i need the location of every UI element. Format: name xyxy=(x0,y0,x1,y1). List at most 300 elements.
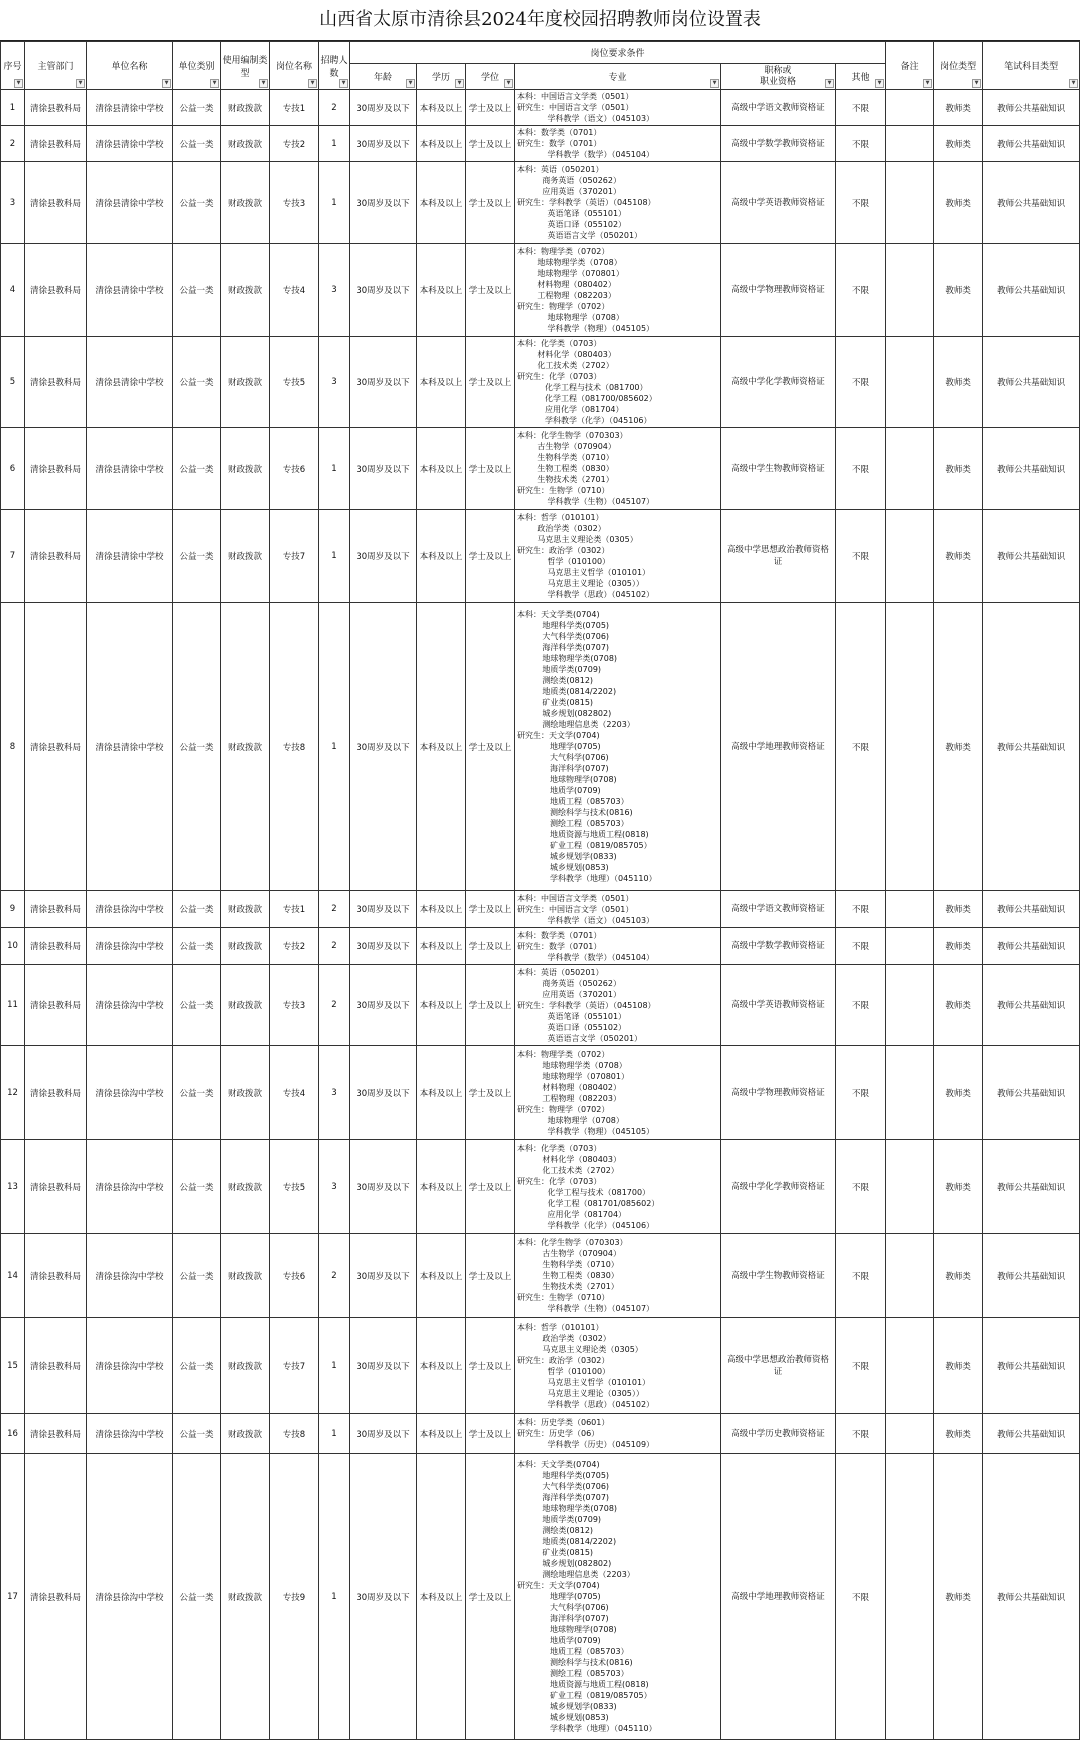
cell-dept: 清徐县教科局 xyxy=(25,1318,87,1414)
cell-post: 专技2 xyxy=(270,928,319,965)
cell-degree: 学士及以上 xyxy=(466,928,515,965)
cell-major: 本科：数学类（0701） 研究生：数学（0701） 学科教学（数学）（045104） xyxy=(515,126,721,162)
cell-count: 3 xyxy=(319,244,350,337)
table-row xyxy=(1,510,1080,603)
cell-fund-type: 财政拨款 xyxy=(221,1046,270,1140)
cell-other: 不限 xyxy=(836,428,886,510)
cell-post-type: 教师类 xyxy=(934,90,983,126)
cell-cert: 高级中学物理教师资格证 xyxy=(721,244,836,337)
cell-exam: 教师公共基础知识 xyxy=(983,603,1080,891)
cell-post: 专技3 xyxy=(270,965,319,1046)
cell-dept: 清徐县教科局 xyxy=(25,126,87,162)
cell-degree: 学士及以上 xyxy=(466,428,515,510)
cell-seq: 1 xyxy=(1,90,25,126)
cell-other: 不限 xyxy=(836,510,886,603)
header-fund-type[interactable]: 使用编制类型 ▼ xyxy=(221,42,270,90)
cell-exam: 教师公共基础知识 xyxy=(983,1046,1080,1140)
cell-major: 本科：哲学（010101） 政治学类（0302） 马克思主义理论类（0305） 研究生：政治学（0302） 哲学（010100） 马克思主义哲学（010101） 马克思主义理论（0305）） 学科教学（思政）（045102） xyxy=(515,1318,721,1414)
cell-unit-type: 公益一类 xyxy=(173,965,221,1046)
cell-remark xyxy=(886,90,934,126)
cell-unit-type: 公益一类 xyxy=(173,1414,221,1454)
cell-unit-type: 公益一类 xyxy=(173,126,221,162)
cell-other: 不限 xyxy=(836,162,886,244)
cell-seq: 5 xyxy=(1,337,25,428)
cell-exam: 教师公共基础知识 xyxy=(983,337,1080,428)
cell-remark xyxy=(886,928,934,965)
cell-cert: 高级中学历史教师资格证 xyxy=(721,1414,836,1454)
header-degree[interactable]: 学位 ▼ xyxy=(466,64,515,90)
cell-age: 30周岁及以下 xyxy=(350,162,417,244)
filter-dropdown-icon[interactable]: ▼ xyxy=(14,79,23,88)
cell-post: 专技1 xyxy=(270,891,319,928)
cell-major: 本科：数学类（0701） 研究生：数学（0701） 学科教学（数学）（045104） xyxy=(515,928,721,965)
cell-count: 2 xyxy=(319,891,350,928)
cell-degree: 学士及以上 xyxy=(466,1318,515,1414)
table-row xyxy=(1,1318,1080,1414)
cell-seq: 3 xyxy=(1,162,25,244)
cell-exam: 教师公共基础知识 xyxy=(983,1318,1080,1414)
header-unit[interactable]: 单位名称 ▼ xyxy=(87,42,173,90)
cell-count: 3 xyxy=(319,337,350,428)
cell-post-type: 教师类 xyxy=(934,1140,983,1234)
cell-post: 专技7 xyxy=(270,1318,319,1414)
table-row xyxy=(1,428,1080,510)
cell-fund-type: 财政拨款 xyxy=(221,510,270,603)
cell-dept: 清徐县教科局 xyxy=(25,1414,87,1454)
cell-post-type: 教师类 xyxy=(934,510,983,603)
cell-unit: 清徐县徐沟中学校 xyxy=(87,1046,173,1140)
cell-dept: 清徐县教科局 xyxy=(25,891,87,928)
cell-unit-type: 公益一类 xyxy=(173,510,221,603)
cell-unit-type: 公益一类 xyxy=(173,1454,221,1740)
cell-exam: 教师公共基础知识 xyxy=(983,1414,1080,1454)
cell-post-type: 教师类 xyxy=(934,965,983,1046)
cell-degree: 学士及以上 xyxy=(466,1454,515,1740)
cell-exam: 教师公共基础知识 xyxy=(983,1454,1080,1740)
cell-post: 专技2 xyxy=(270,126,319,162)
cell-degree: 学士及以上 xyxy=(466,965,515,1046)
filter-dropdown-icon[interactable]: ▼ xyxy=(825,79,834,88)
cell-post-type: 教师类 xyxy=(934,126,983,162)
cell-other: 不限 xyxy=(836,965,886,1046)
cell-major: 本科：英语（050201） 商务英语（050262） 应用英语（370201） 研究生：学科教学（英语）（045108） 英语笔译（055101） 英语口译（055102） 英语语言文学（050201） xyxy=(515,965,721,1046)
cell-other: 不限 xyxy=(836,1318,886,1414)
positions-table xyxy=(0,41,1080,1740)
header-post[interactable]: 岗位名称 ▼ xyxy=(270,42,319,90)
cell-age: 30周岁及以下 xyxy=(350,510,417,603)
cell-major: 本科：化学生物学（070303） 古生物学（070904） 生物科学类（0710） 生物工程类（0830） 生物技术类（2701） 研究生：生物学（0710） 学科教学（生物）（045107） xyxy=(515,1234,721,1318)
cell-seq: 14 xyxy=(1,1234,25,1318)
cell-post-type: 教师类 xyxy=(934,1046,983,1140)
cell-post: 专技1 xyxy=(270,90,319,126)
cell-post: 专技5 xyxy=(270,1140,319,1234)
cell-post: 专技4 xyxy=(270,1046,319,1140)
cell-age: 30周岁及以下 xyxy=(350,1414,417,1454)
cell-exam: 教师公共基础知识 xyxy=(983,126,1080,162)
cell-other: 不限 xyxy=(836,1140,886,1234)
cell-exam: 教师公共基础知识 xyxy=(983,1234,1080,1318)
header-post-type[interactable]: 岗位类型 ▼ xyxy=(934,42,983,90)
cell-age: 30周岁及以下 xyxy=(350,891,417,928)
cell-unit: 清徐县徐沟中学校 xyxy=(87,1318,173,1414)
header-dept[interactable]: 主管部门 ▼ xyxy=(25,42,87,90)
cell-other: 不限 xyxy=(836,1414,886,1454)
cell-degree: 学士及以上 xyxy=(466,510,515,603)
cell-other: 不限 xyxy=(836,1234,886,1318)
cell-dept: 清徐县教科局 xyxy=(25,244,87,337)
cell-age: 30周岁及以下 xyxy=(350,337,417,428)
cell-age: 30周岁及以下 xyxy=(350,1234,417,1318)
cell-cert: 高级中学语文教师资格证 xyxy=(721,891,836,928)
cell-cert: 高级中学英语教师资格证 xyxy=(721,162,836,244)
cell-unit: 清徐县清徐中学校 xyxy=(87,162,173,244)
cell-cert: 高级中学化学教师资格证 xyxy=(721,337,836,428)
cell-unit-type: 公益一类 xyxy=(173,90,221,126)
cell-degree: 学士及以上 xyxy=(466,1046,515,1140)
cell-post-type: 教师类 xyxy=(934,1234,983,1318)
cell-unit-type: 公益一类 xyxy=(173,244,221,337)
cell-exam: 教师公共基础知识 xyxy=(983,965,1080,1046)
cell-unit: 清徐县徐沟中学校 xyxy=(87,1234,173,1318)
cell-cert: 高级中学英语教师资格证 xyxy=(721,965,836,1046)
cell-fund-type: 财政拨款 xyxy=(221,244,270,337)
cell-fund-type: 财政拨款 xyxy=(221,337,270,428)
cell-edu: 本科及以上 xyxy=(417,337,466,428)
header-requirements: 岗位要求条件 xyxy=(350,42,886,64)
cell-age: 30周岁及以下 xyxy=(350,1140,417,1234)
filter-dropdown-icon[interactable]: ▼ xyxy=(1069,79,1078,88)
cell-fund-type: 财政拨款 xyxy=(221,1414,270,1454)
cell-unit-type: 公益一类 xyxy=(173,428,221,510)
cell-unit-type: 公益一类 xyxy=(173,1140,221,1234)
cell-unit-type: 公益一类 xyxy=(173,337,221,428)
cell-unit: 清徐县清徐中学校 xyxy=(87,90,173,126)
cell-degree: 学士及以上 xyxy=(466,244,515,337)
cell-remark xyxy=(886,1318,934,1414)
cell-post: 专技7 xyxy=(270,510,319,603)
cell-count: 1 xyxy=(319,162,350,244)
cell-seq: 6 xyxy=(1,428,25,510)
cell-major: 本科：化学生物学（070303） 古生物学（070904） 生物科学类（0710） 生物工程类（0830） 生物技术类（2701） 研究生：生物学（0710） 学科教学（生物）（045107） xyxy=(515,428,721,510)
cell-count: 1 xyxy=(319,1318,350,1414)
cell-degree: 学士及以上 xyxy=(466,1414,515,1454)
cell-major: 本科：物理学类（0702） 地球物理学类（0708） 地球物理学（070801） 材料物理（080402） 工程物理（082203） 研究生：物理学（0702） 地球物理学（0708） 学科教学（物理）（045105） xyxy=(515,1046,721,1140)
cell-remark xyxy=(886,1234,934,1318)
cell-count: 2 xyxy=(319,965,350,1046)
cell-count: 3 xyxy=(319,1140,350,1234)
cell-exam: 教师公共基础知识 xyxy=(983,1140,1080,1234)
filter-dropdown-icon[interactable]: ▼ xyxy=(972,79,981,88)
cell-fund-type: 财政拨款 xyxy=(221,1454,270,1740)
cell-exam: 教师公共基础知识 xyxy=(983,90,1080,126)
cell-edu: 本科及以上 xyxy=(417,90,466,126)
cell-remark xyxy=(886,337,934,428)
filter-dropdown-icon[interactable]: ▼ xyxy=(259,79,268,88)
cell-major: 本科：中国语言文学类（0501） 研究生：中国语言文学（0501） 学科教学（语文）（045103） xyxy=(515,891,721,928)
cell-other: 不限 xyxy=(836,1046,886,1140)
cell-fund-type: 财政拨款 xyxy=(221,965,270,1046)
cell-edu: 本科及以上 xyxy=(417,965,466,1046)
cell-other: 不限 xyxy=(836,1454,886,1740)
table-row xyxy=(1,1414,1080,1454)
cell-unit-type: 公益一类 xyxy=(173,162,221,244)
cell-post: 专技6 xyxy=(270,1234,319,1318)
cell-remark xyxy=(886,162,934,244)
cell-degree: 学士及以上 xyxy=(466,337,515,428)
cell-unit: 清徐县清徐中学校 xyxy=(87,244,173,337)
header-major[interactable]: 专业 ▼ xyxy=(515,64,721,90)
cell-remark xyxy=(886,1046,934,1140)
cell-seq: 17 xyxy=(1,1454,25,1740)
cell-cert: 高级中学物理教师资格证 xyxy=(721,1046,836,1140)
filter-dropdown-icon[interactable]: ▼ xyxy=(923,79,932,88)
cell-degree: 学士及以上 xyxy=(466,90,515,126)
table-body xyxy=(1,90,1080,1740)
cell-cert: 高级中学数学教师资格证 xyxy=(721,126,836,162)
cell-fund-type: 财政拨款 xyxy=(221,891,270,928)
cell-degree: 学士及以上 xyxy=(466,603,515,891)
cell-count: 1 xyxy=(319,603,350,891)
cell-age: 30周岁及以下 xyxy=(350,244,417,337)
cell-unit: 清徐县清徐中学校 xyxy=(87,337,173,428)
cell-edu: 本科及以上 xyxy=(417,1046,466,1140)
cell-seq: 10 xyxy=(1,928,25,965)
cell-post-type: 教师类 xyxy=(934,603,983,891)
cell-unit: 清徐县徐沟中学校 xyxy=(87,1140,173,1234)
header-exam[interactable]: 笔试科目类型 ▼ xyxy=(983,42,1080,90)
table-row xyxy=(1,1234,1080,1318)
cell-post-type: 教师类 xyxy=(934,162,983,244)
cell-other: 不限 xyxy=(836,603,886,891)
cell-fund-type: 财政拨款 xyxy=(221,1318,270,1414)
cell-fund-type: 财政拨款 xyxy=(221,1234,270,1318)
table-row xyxy=(1,90,1080,126)
table-row xyxy=(1,928,1080,965)
cell-count: 3 xyxy=(319,1046,350,1140)
cell-cert: 高级中学数学教师资格证 xyxy=(721,928,836,965)
cell-unit: 清徐县清徐中学校 xyxy=(87,126,173,162)
cell-major: 本科：化学类（0703） 材料化学（080403） 化工技术类（2702） 研究生：化学（0703） 化学工程与技术（081700） 化学工程（081700/085602） 应用化学（081704） 学科教学（化学）（045106） xyxy=(515,337,721,428)
filter-dropdown-icon[interactable]: ▼ xyxy=(210,79,219,88)
cell-cert: 高级中学生物教师资格证 xyxy=(721,1234,836,1318)
cell-cert: 高级中学语文教师资格证 xyxy=(721,90,836,126)
cell-post-type: 教师类 xyxy=(934,1454,983,1740)
header-unit-type[interactable]: 单位类别 ▼ xyxy=(173,42,221,90)
header-seq[interactable]: 序号 ▼ xyxy=(1,42,25,90)
table-row xyxy=(1,126,1080,162)
table-row xyxy=(1,337,1080,428)
cell-seq: 4 xyxy=(1,244,25,337)
cell-dept: 清徐县教科局 xyxy=(25,90,87,126)
cell-seq: 16 xyxy=(1,1414,25,1454)
filter-dropdown-icon[interactable]: ▼ xyxy=(339,79,348,88)
cell-edu: 本科及以上 xyxy=(417,891,466,928)
cell-unit: 清徐县清徐中学校 xyxy=(87,510,173,603)
cell-unit-type: 公益一类 xyxy=(173,1318,221,1414)
cell-degree: 学士及以上 xyxy=(466,126,515,162)
header-cert[interactable]: 职称或 职业资格 ▼ xyxy=(721,64,836,90)
cell-seq: 15 xyxy=(1,1318,25,1414)
cell-fund-type: 财政拨款 xyxy=(221,126,270,162)
filter-dropdown-icon[interactable]: ▼ xyxy=(455,79,464,88)
filter-dropdown-icon[interactable]: ▼ xyxy=(710,79,719,88)
cell-count: 1 xyxy=(319,428,350,510)
cell-age: 30周岁及以下 xyxy=(350,1318,417,1414)
filter-dropdown-icon[interactable]: ▼ xyxy=(308,79,317,88)
cell-cert: 高级中学地理教师资格证 xyxy=(721,1454,836,1740)
cell-post: 专技9 xyxy=(270,1454,319,1740)
cell-other: 不限 xyxy=(836,90,886,126)
cell-fund-type: 财政拨款 xyxy=(221,928,270,965)
cell-remark xyxy=(886,965,934,1046)
cell-post-type: 教师类 xyxy=(934,428,983,510)
cell-dept: 清徐县教科局 xyxy=(25,1454,87,1740)
cell-unit: 清徐县徐沟中学校 xyxy=(87,928,173,965)
cell-count: 1 xyxy=(319,1454,350,1740)
filter-dropdown-icon[interactable]: ▼ xyxy=(162,79,171,88)
cell-edu: 本科及以上 xyxy=(417,1140,466,1234)
header-edu[interactable]: 学历 ▼ xyxy=(417,64,466,90)
cell-age: 30周岁及以下 xyxy=(350,965,417,1046)
cell-exam: 教师公共基础知识 xyxy=(983,162,1080,244)
cell-cert: 高级中学思想政治教师资格证 xyxy=(721,1318,836,1414)
cell-other: 不限 xyxy=(836,244,886,337)
cell-major: 本科：化学类（0703） 材料化学（080403） 化工技术类（2702） 研究生：化学（0703） 化学工程与技术（081700） 化学工程（081701/085602） 应用化学（081704） 学科教学（化学）（045106） xyxy=(515,1140,721,1234)
table-row xyxy=(1,1454,1080,1740)
cell-post-type: 教师类 xyxy=(934,1414,983,1454)
cell-major: 本科：中国语言文学类（0501） 研究生：中国语言文学（0501） 学科教学（语文）（045103） xyxy=(515,90,721,126)
cell-unit: 清徐县徐沟中学校 xyxy=(87,1454,173,1740)
cell-fund-type: 财政拨款 xyxy=(221,428,270,510)
table-row xyxy=(1,1046,1080,1140)
cell-edu: 本科及以上 xyxy=(417,603,466,891)
cell-other: 不限 xyxy=(836,337,886,428)
cell-age: 30周岁及以下 xyxy=(350,90,417,126)
cell-edu: 本科及以上 xyxy=(417,162,466,244)
cell-degree: 学士及以上 xyxy=(466,1140,515,1234)
cell-dept: 清徐县教科局 xyxy=(25,928,87,965)
cell-major: 本科：哲学（010101） 政治学类（0302） 马克思主义理论类（0305） 研究生：政治学（0302） 哲学（010100） 马克思主义哲学（010101） 马克思主义理论（0305）） 学科教学（思政）（045102） xyxy=(515,510,721,603)
cell-unit-type: 公益一类 xyxy=(173,1234,221,1318)
cell-unit-type: 公益一类 xyxy=(173,891,221,928)
cell-post: 专技8 xyxy=(270,1414,319,1454)
header-count[interactable]: 招聘人数 ▼ xyxy=(319,42,350,90)
filter-dropdown-icon[interactable]: ▼ xyxy=(76,79,85,88)
cell-fund-type: 财政拨款 xyxy=(221,1140,270,1234)
cell-dept: 清徐县教科局 xyxy=(25,1234,87,1318)
header-remark[interactable]: 备注 ▼ xyxy=(886,42,934,90)
cell-seq: 7 xyxy=(1,510,25,603)
cell-edu: 本科及以上 xyxy=(417,1454,466,1740)
cell-age: 30周岁及以下 xyxy=(350,1046,417,1140)
cell-edu: 本科及以上 xyxy=(417,928,466,965)
cell-cert: 高级中学地理教师资格证 xyxy=(721,603,836,891)
table-row xyxy=(1,162,1080,244)
filter-dropdown-icon[interactable]: ▼ xyxy=(875,79,884,88)
cell-edu: 本科及以上 xyxy=(417,244,466,337)
cell-post-type: 教师类 xyxy=(934,244,983,337)
cell-other: 不限 xyxy=(836,928,886,965)
cell-seq: 11 xyxy=(1,965,25,1046)
cell-degree: 学士及以上 xyxy=(466,162,515,244)
cell-remark xyxy=(886,428,934,510)
cell-remark xyxy=(886,244,934,337)
cell-degree: 学士及以上 xyxy=(466,1234,515,1318)
cell-post-type: 教师类 xyxy=(934,1318,983,1414)
cell-edu: 本科及以上 xyxy=(417,126,466,162)
cell-exam: 教师公共基础知识 xyxy=(983,428,1080,510)
cell-edu: 本科及以上 xyxy=(417,1318,466,1414)
filter-dropdown-icon[interactable]: ▼ xyxy=(406,79,415,88)
cell-age: 30周岁及以下 xyxy=(350,126,417,162)
cell-unit: 清徐县清徐中学校 xyxy=(87,603,173,891)
cell-post: 专技6 xyxy=(270,428,319,510)
cell-dept: 清徐县教科局 xyxy=(25,1046,87,1140)
cell-unit-type: 公益一类 xyxy=(173,928,221,965)
cell-remark xyxy=(886,510,934,603)
cell-dept: 清徐县教科局 xyxy=(25,337,87,428)
cell-major: 本科：天文学类(0704) 地理科学类(0705) 大气科学类(0706) 海洋科学类(0707) 地球物理学类(0708) 地质学类(0709) 测绘类(0812) 地质类(0814/2202) 矿业类(0815) 城乡规划(082802) 测绘地理信息类（2203） 研究生：天文学(0704) 地理学(0705) 大气科学(0706) 海洋科学(0707) 地球物理学(0708) 地质学(0709) 地质工程（085703） 测绘科学与技术(0816) 测绘工程（085703） 地质资源与地质工程(0818) 矿业工程（0819/085705） 城乡规划学(0833) 城乡规划(0853) 学科教学（地理）（045110） xyxy=(515,603,721,891)
cell-exam: 教师公共基础知识 xyxy=(983,928,1080,965)
cell-count: 2 xyxy=(319,90,350,126)
cell-count: 2 xyxy=(319,1234,350,1318)
cell-seq: 8 xyxy=(1,603,25,891)
table-row xyxy=(1,244,1080,337)
cell-fund-type: 财政拨款 xyxy=(221,603,270,891)
cell-exam: 教师公共基础知识 xyxy=(983,891,1080,928)
cell-other: 不限 xyxy=(836,891,886,928)
cell-age: 30周岁及以下 xyxy=(350,603,417,891)
table-row xyxy=(1,603,1080,891)
cell-post-type: 教师类 xyxy=(934,337,983,428)
cell-degree: 学士及以上 xyxy=(466,891,515,928)
cell-post: 专技8 xyxy=(270,603,319,891)
cell-dept: 清徐县教科局 xyxy=(25,510,87,603)
cell-cert: 高级中学化学教师资格证 xyxy=(721,1140,836,1234)
cell-dept: 清徐县教科局 xyxy=(25,965,87,1046)
cell-edu: 本科及以上 xyxy=(417,510,466,603)
cell-seq: 2 xyxy=(1,126,25,162)
cell-fund-type: 财政拨款 xyxy=(221,162,270,244)
filter-dropdown-icon[interactable]: ▼ xyxy=(504,79,513,88)
cell-unit: 清徐县徐沟中学校 xyxy=(87,965,173,1046)
cell-remark xyxy=(886,603,934,891)
cell-exam: 教师公共基础知识 xyxy=(983,510,1080,603)
cell-age: 30周岁及以下 xyxy=(350,1454,417,1740)
cell-post: 专技4 xyxy=(270,244,319,337)
cell-post-type: 教师类 xyxy=(934,891,983,928)
header-age[interactable]: 年龄 ▼ xyxy=(350,64,417,90)
cell-major: 本科：物理学类（0702） 地球物理学类（0708） 地球物理学（070801） 材料物理（080402） 工程物理（082203） 研究生：物理学（0702） 地球物理学（0708） 学科教学（物理）（045105） xyxy=(515,244,721,337)
cell-count: 1 xyxy=(319,510,350,603)
cell-major: 本科：英语（050201） 商务英语（050262） 应用英语（370201） 研究生：学科教学（英语）（045108） 英语笔译（055101） 英语口译（055102） 英语语言文学（050201） xyxy=(515,162,721,244)
header-other[interactable]: 其他 ▼ xyxy=(836,64,886,90)
page-title: 山西省太原市清徐县2024年度校园招聘教师岗位设置表 xyxy=(0,0,1080,41)
cell-count: 1 xyxy=(319,126,350,162)
table-row xyxy=(1,965,1080,1046)
cell-post: 专技5 xyxy=(270,337,319,428)
cell-age: 30周岁及以下 xyxy=(350,928,417,965)
cell-major: 本科：历史学类（0601） 研究生：历史学（06） 学科教学（历史）（045109） xyxy=(515,1414,721,1454)
table-row xyxy=(1,1140,1080,1234)
cell-remark xyxy=(886,1454,934,1740)
cell-unit: 清徐县徐沟中学校 xyxy=(87,1414,173,1454)
cell-remark xyxy=(886,126,934,162)
cell-exam: 教师公共基础知识 xyxy=(983,244,1080,337)
cell-unit: 清徐县清徐中学校 xyxy=(87,428,173,510)
cell-seq: 12 xyxy=(1,1046,25,1140)
cell-unit-type: 公益一类 xyxy=(173,603,221,891)
